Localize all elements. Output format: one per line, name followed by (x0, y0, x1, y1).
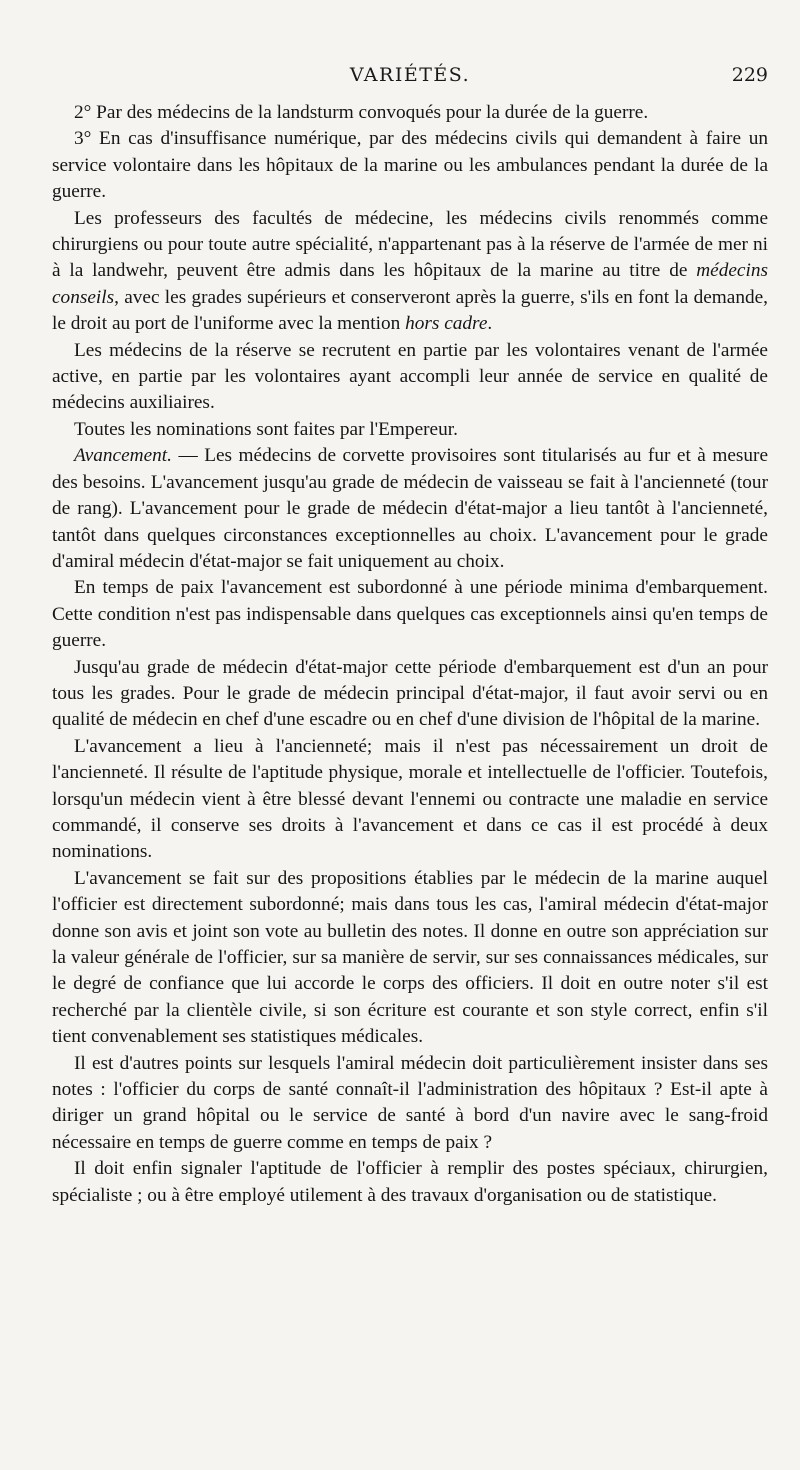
emphasis-medecins-conseils: médecins conseils (52, 260, 768, 308)
paragraph-autres-points: Il est d'autres points sur lesquels l'amiral médecin doit particulièrement insister dans ses notes : l'officier du corps de santé connaît-il l'administration des hôpitaux ? Est-il apte à diriger un grand hôpital ou le service de santé à bord d'un navire avec le sang-froid nécessaire en temps de guerre comme en temps de paix ? (52, 1052, 768, 1153)
page-header (52, 64, 768, 94)
page-number: 229 (731, 64, 768, 86)
paragraph-professeurs: Les professeurs des facultés de médecine, les médecins civils renommés comme chirurgiens ou pour toute autre spécialité, n'appartenant pas à la réserve de l'armée de mer ni à la landwehr, peuvent être admis dans les hôpitaux de la marine au titre de médecins conseils, avec les grades supérieurs et conserveront après la guerre, s'ils en font la demande, le droit au port de l'uniforme avec la mention hors cadre. (52, 207, 768, 335)
paragraph-temps-de-paix: En temps de paix l'avancement est subordonné à une période minima d'embarquement. Cette condition n'est pas indispensable dans quelques cas exceptionnels ainsi qu'en temps de guerre. (52, 577, 768, 652)
running-title: VARIÉTÉS. (349, 64, 471, 86)
body-text (52, 100, 768, 1209)
paragraph-aptitude: Il doit enfin signaler l'aptitude de l'officier à remplir des postes spéciaux, chirurgien, spécialiste ; ou à être employé utilement à des travaux d'organisation ou de statistique. (52, 1158, 768, 1206)
section-heading-avancement: Avancement. (74, 445, 172, 467)
paragraph-propositions: L'avancement se fait sur des propositions établies par le médecin de la marine auquel l'officier est directement subordonné; mais dans tous les cas, l'amiral médecin d'état-major donne son avis et joint son vote au bulletin des notes. Il donne en outre son appréciation sur la valeur générale de l'officier, sur sa manière de servir, sur ses connaissances médicales, sur le degré de confiance que lui accorde le corps des officiers. Il doit en outre noter s'il est recherché par la clientèle civile, si son écriture est courante et son style correct, enfin s'il tient convenablement ses statistiques médicales. (52, 867, 768, 1048)
paragraph-medecins-civils: 3° En cas d'insuffisance numérique, par des médecins civils qui demandent à faire un service volontaire dans les hôpitaux de la marine ou les ambulances pendant la durée de la guerre. (52, 128, 768, 203)
paragraph-landsturm: 2° Par des médecins de la landsturm convoqués pour la durée de la guerre. (74, 102, 649, 123)
emphasis-hors-cadre: hors cadre (405, 313, 488, 335)
paragraph-embarquement: Jusqu'au grade de médecin d'état-major cette période d'embarquement est d'un an pour tous les grades. Pour le grade de médecin principal d'état-major, il faut avoir servi ou en qualité de médecin en chef d'une escadre ou en chef d'une division de l'hôpital de la marine. (52, 656, 768, 731)
paragraph-reserve: Les médecins de la réserve se recrutent en partie par les volontaires venant de l'armée active, en partie par les volontaires ayant accompli leur année de service en qualité de médecins auxiliaires. (52, 339, 768, 414)
paragraph-nominations: Toutes les nominations sont faites par l'Empereur. (74, 418, 458, 440)
paragraph-anciennete: L'avancement a lieu à l'ancienneté; mais il n'est pas nécessairement un droit de l'ancienneté. Il résulte de l'aptitude physique, morale et intellectuelle de l'officier. Toutefois, lorsqu'un médecin vient à être blessé devant l'ennemi ou contracte une maladie en service commandé, il conserve ses droits à l'avancement et dans ce cas il est procédé à deux nominations. (52, 735, 768, 863)
paragraph-avancement: Avancement. — Les médecins de corvette provisoires sont titularisés au fur et à mesure des besoins. L'avancement jusqu'au grade de médecin de vaisseau se fait à l'ancienneté (tour de rang). L'avancement pour le grade de médecin d'état-major a lieu tantôt à l'ancienneté, tantôt dans quelques circonstances exceptionnelles au choix. L'avancement pour le grade d'amiral médecin d'état-major se fait uniquement au choix. (52, 445, 768, 572)
